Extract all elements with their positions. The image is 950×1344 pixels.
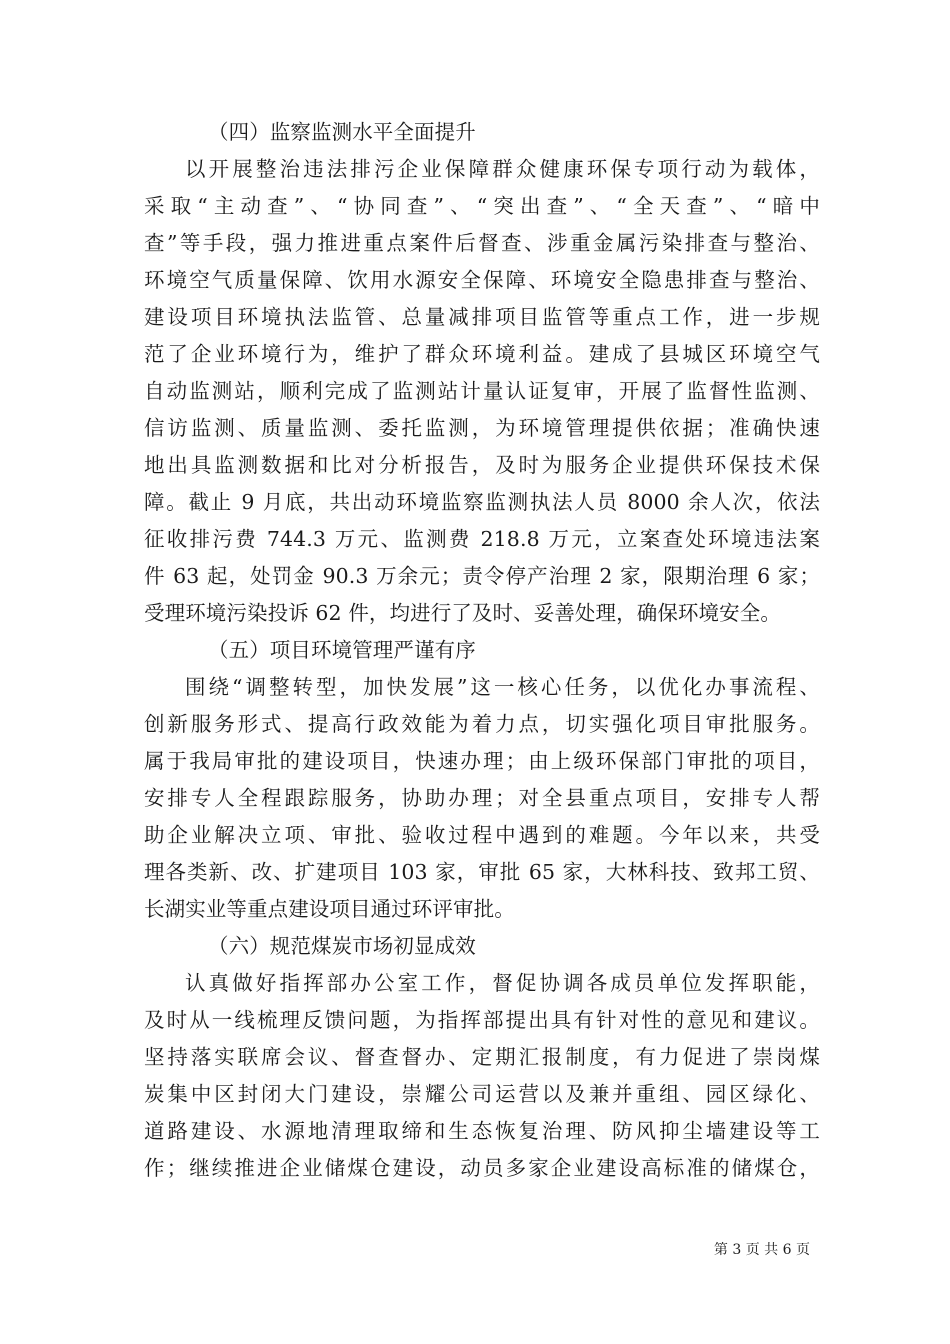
paragraph-line: 理各类新、改、扩建项目 103 家，审批 65 家，大林科技、致邦工贸、 [144,860,820,884]
paragraph-line: 认真做好指挥部办公室工作，督促协调各成员单位发挥职能， [185,971,820,995]
paragraph-line: 采取“主动查”、“协同查”、“突出查”、“全天查”、“暗中 [144,194,820,218]
paragraph-line: 以开展整治违法排污企业保障群众健康环保专项行动为载体， [185,157,820,181]
paragraph-line: 道路建设、水源地清理取缔和生态恢复治理、防风抑尘墙建设等工 [144,1119,820,1143]
paragraph-line: 自动监测站，顺利完成了监测站计量认证复审，开展了监督性监测、 [144,379,820,403]
paragraph-line: 坚持落实联席会议、督查督办、定期汇报制度，有力促进了崇岗煤 [144,1045,820,1069]
paragraph-line: 征收排污费 744.3 万元、监测费 218.8 万元，立案查处环境违法案 [144,527,820,551]
section-heading: （五）项目环境管理严谨有序 [208,638,476,662]
paragraph-line: 安排专人全程跟踪服务，协助办理；对全县重点项目，安排专人帮 [144,786,820,810]
paragraph-line: 地出具监测数据和比对分析报告，及时为服务企业提供环保技术保 [144,453,820,477]
paragraph-line: 长湖实业等重点建设项目通过环评审批。 [144,897,515,921]
paragraph-line: 查”等手段，强力推进重点案件后督查、涉重金属污染排查与整治、 [144,231,820,255]
paragraph-line: 范了企业环境行为，维护了群众环境利益。建成了县城区环境空气 [144,342,820,366]
paragraph-line: 作；继续推进企业储煤仓建设，动员多家企业建设高标准的储煤仓， [144,1156,820,1180]
paragraph-line: 属于我局审批的建设项目，快速办理；由上级环保部门审批的项目， [144,749,820,773]
body-text [144,114,820,1187]
paragraph-line: 助企业解决立项、审批、验收过程中遇到的难题。今年以来，共受 [144,823,820,847]
paragraph-line: 障。截止 9 月底，共出动环境监察监测执法人员 8000 余人次，依法 [144,490,820,514]
page-number-footer: 第 3 页 共 6 页 [713,1242,810,1258]
paragraph-line: 炭集中区封闭大门建设，崇耀公司运营以及兼并重组、园区绿化、 [144,1082,820,1106]
paragraph-line: 及时从一线梳理反馈问题，为指挥部提出具有针对性的意见和建议。 [144,1008,820,1032]
paragraph-line: 信访监测、质量监测、委托监测，为环境管理提供依据；准确快速 [144,416,820,440]
section-heading: （六）规范煤炭市场初显成效 [208,934,476,958]
paragraph-line: 环境空气质量保障、饮用水源安全保障、环境安全隐患排查与整治、 [144,268,820,292]
paragraph-line: 创新服务形式、提高行政效能为着力点，切实强化项目审批服务。 [144,712,820,736]
paragraph-line: 件 63 起，处罚金 90.3 万余元；责令停产治理 2 家，限期治理 6 家； [144,564,820,588]
paragraph-line: 建设项目环境执法监管、总量减排项目监管等重点工作，进一步规 [144,305,820,329]
paragraph-line: 受理环境污染投诉 62 件，均进行了及时、妥善处理，确保环境安全。 [144,601,781,625]
paragraph-line: 围绕“调整转型，加快发展”这一核心任务，以优化办事流程、 [185,675,820,699]
section-heading: （四）监察监测水平全面提升 [208,120,476,144]
